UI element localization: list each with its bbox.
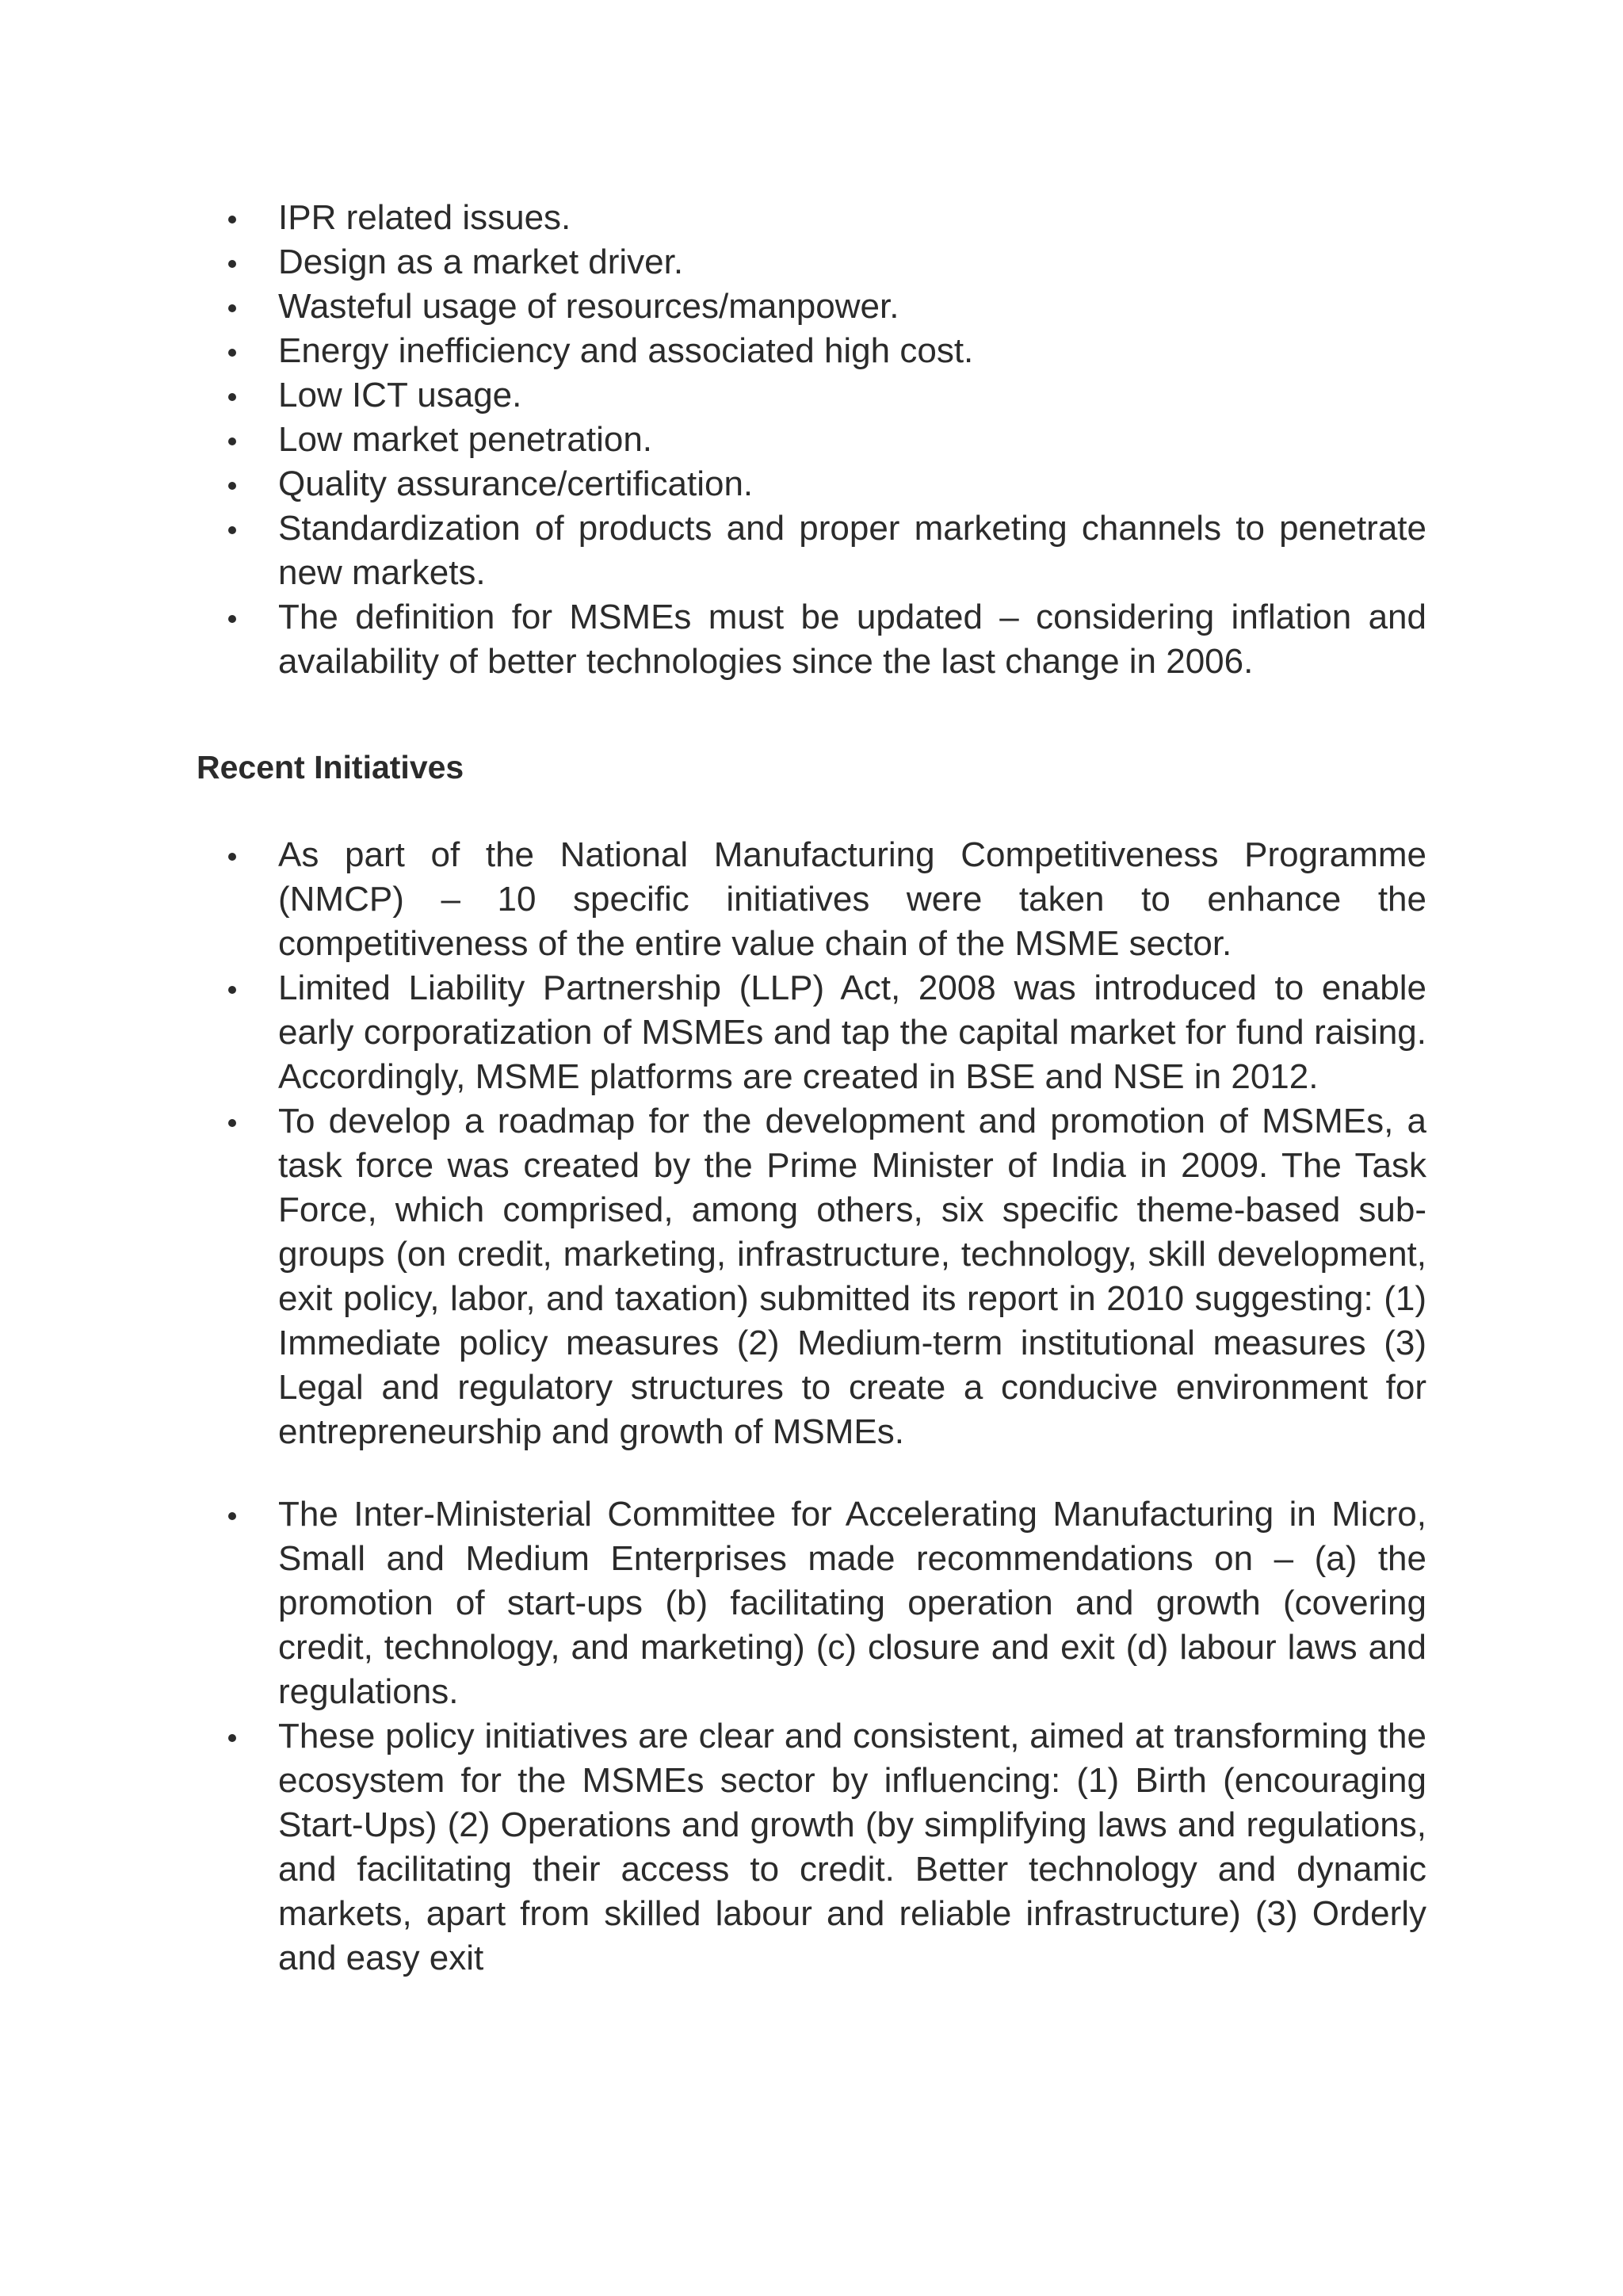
list-item [197,966,1426,1099]
list-item [197,285,1426,329]
bullet-icon [228,304,236,312]
bullet-icon [228,853,236,861]
list-item [197,329,1426,373]
list-item-text: To develop a roadmap for the development and promotion of MSMEs, a task force was created by the Prime Minister of India in 2009. The Task Force, which comprised, among others, six specific theme-based sub-groups (on credit, marketing, infrastructure, technology, skill development, exit policy, labor, and taxation) submitted its report in 2010 suggesting: (1) Immediate policy measures (2) Medium-term institutional measures (3) Legal and regulatory structures to create a conducive environment for entrepreneurship and growth of MSMEs. [278,1102,1426,1451]
list-item [197,833,1426,966]
bullet-icon [228,482,236,490]
bullet-icon [228,1119,236,1127]
bullet-icon [228,1734,236,1742]
list-item [197,240,1426,285]
bullet-icon [228,986,236,994]
list-item-text: Energy inefficiency and associated high cost. [278,331,974,370]
list-item-text: The definition for MSMEs must be updated – considering inflation and availability of better technologies since the last change in 2006. [278,598,1426,681]
challenges-list [197,196,1426,684]
list-item-text: IPR related issues. [278,198,571,237]
list-item-text: The Inter-Ministerial Committee for Accelerating Manufacturing in Micro, Small and Medium Enterprises made recommendations on – (a) the promotion of start-ups (b) facilitating operation and growth (covering credit, technology, and marketing) (c) closure and exit (d) labour laws and regulations. [278,1495,1426,1711]
list-item-text: Low market penetration. [278,420,653,459]
bullet-icon [228,615,236,623]
list-item [197,462,1426,506]
list-item-text: Design as a market driver. [278,243,684,281]
list-item-text: Wasteful usage of resources/manpower. [278,287,899,326]
list-item [197,595,1426,684]
bullet-icon [228,1512,236,1520]
list-item [197,506,1426,595]
bullet-icon [228,216,236,223]
list-item-text: As part of the National Manufacturing Competitiveness Programme (NMCP) – 10 specific initiatives were taken to enhance the competitiveness of the entire value chain of the MSME sector. [278,835,1426,963]
bullet-icon [228,393,236,401]
bullet-icon [228,260,236,268]
initiatives-list [197,833,1426,1981]
list-item [197,373,1426,418]
list-item-text: Low ICT usage. [278,376,522,415]
list-item [197,196,1426,240]
bullet-icon [228,437,236,445]
list-item [197,418,1426,462]
list-item-text: Standardization of products and proper marketing channels to penetrate new markets. [278,509,1426,592]
list-item-text: These policy initiatives are clear and consistent, aimed at transforming the ecosystem for the MSMEs sector by influencing: (1) Birth (encouraging Start-Ups) (2) Operations and growth (by simplifying laws and regulations, and facilitating their access to credit. Better technology and dynamic markets, apart from skilled labour and reliable infrastructure) (3) Orderly and easy exit [278,1717,1426,1977]
list-item-text: Quality assurance/certification. [278,464,754,503]
bullet-icon [228,349,236,357]
list-item [197,1099,1426,1454]
section-heading-recent-initiatives: Recent Initiatives [197,749,464,785]
list-item [197,1714,1426,1981]
list-item [197,1492,1426,1714]
bullet-icon [228,526,236,534]
list-item-text: Limited Liability Partnership (LLP) Act, 2008 was introduced to enable early corporatization of MSMEs and tap the capital market for fund raising. Accordingly, MSME platforms are created in BSE and NSE in 2012. [278,968,1426,1096]
